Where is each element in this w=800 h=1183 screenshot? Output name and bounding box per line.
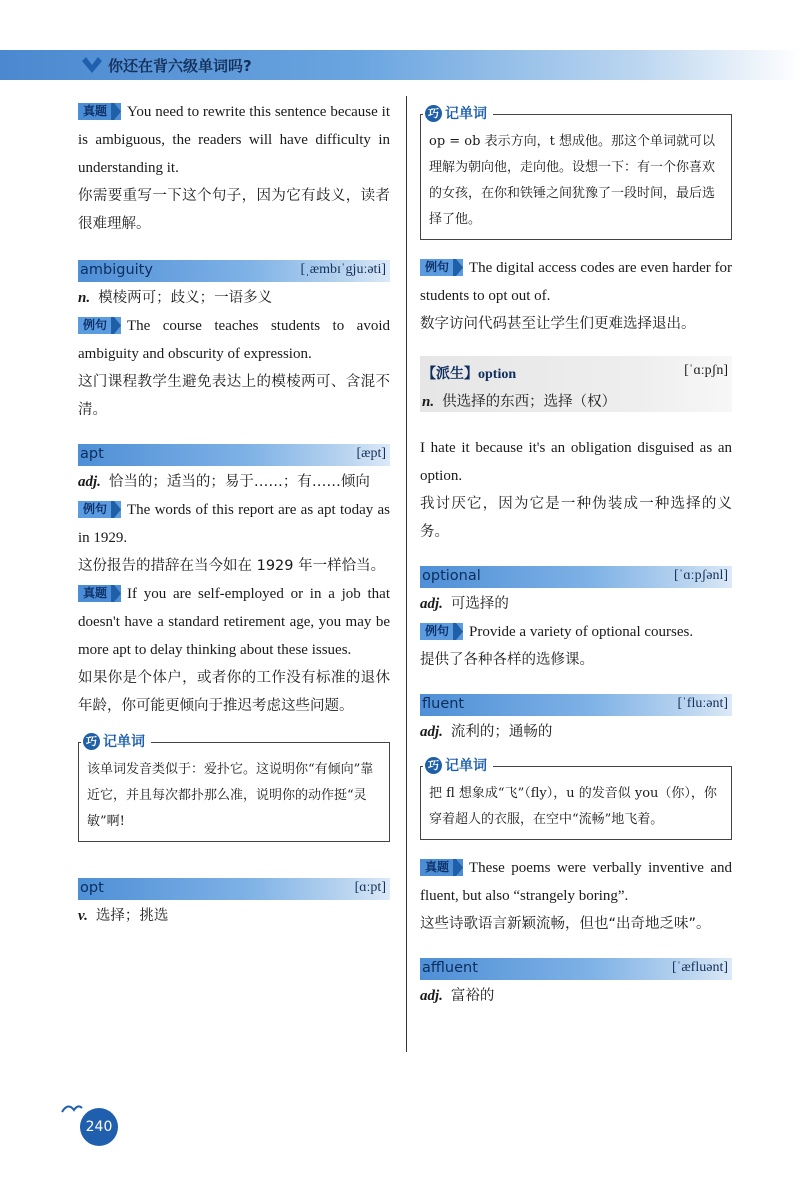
section-title: 你还在背六级单词吗? (108, 57, 252, 75)
example-apt: 例句 The words of this report are as apt today as in 1929. (78, 502, 390, 546)
memo-label: 巧 记单词 (423, 755, 493, 775)
definition-fluent: adj. 流利的；通畅的 (420, 724, 553, 740)
example-optional-zh: 提供了各种各样的选修课。 (420, 652, 594, 668)
memo-badge-icon: 巧 (83, 733, 100, 750)
check-icon (80, 53, 104, 77)
definition-apt: adj. 恰当的；适当的；易于……；有……倾向 (78, 474, 370, 490)
left-column (78, 98, 390, 930)
headword-fluent: fluent [ˈfluːənt] (420, 694, 732, 716)
derive-option: 【派生】option [ˈɑːpʃn] n. 供选择的东西；选择（权） (420, 356, 732, 412)
example-ambiguity: 例句 The course teaches students to avoid ambiguity and obscurity of expression. (78, 318, 390, 362)
intro-example: 真题 You need to rewrite this sentence because it is ambiguous, the readers will have difficulty in understanding it. (78, 104, 390, 176)
definition-affluent: adj. 富裕的 (420, 988, 495, 1004)
definition-ambiguity: n. 模棱两可；歧义；一语多义 (78, 290, 273, 306)
memo-box-opt (420, 106, 732, 240)
page-number: 240 (80, 1108, 118, 1146)
memo-badge-icon: 巧 (425, 105, 442, 122)
headword-optional: optional [ˈɑːpʃənl] (420, 566, 732, 588)
zhenti-tag: 真题 (78, 103, 121, 120)
headword-ambiguity: ambiguity [ˌæmbɪˈgjuːəti] (78, 260, 390, 282)
zhenti-tag: 真题 (78, 585, 121, 602)
example-option: I hate it because it's an obligation disguised as an option. (420, 440, 732, 484)
memo-text-opt: op = ob 表示方向，t 想成他。那这个单词就可以理解为朝向他，走向他。设想一下：有一个你喜欢的女孩，在你和铁锤之间犹豫了一段时间，最后选择了他。 (429, 134, 716, 227)
liju-tag: 例句 (78, 501, 121, 518)
example-option-zh: 我讨厌它，因为它是一种伪装成一种选择的义务。 (420, 496, 732, 540)
zhenti-tag: 真题 (420, 859, 463, 876)
definition-optional: adj. 可选择的 (420, 596, 509, 612)
example-opt-zh: 数字访问代码甚至让学生们更难选择退出。 (420, 316, 696, 332)
definition-opt: v. 选择；挑选 (78, 908, 169, 924)
headword-apt: apt [æpt] (78, 444, 390, 466)
example-apt-zh: 这份报告的措辞在当今如在 1929 年一样恰当。 (78, 558, 386, 574)
right-column (420, 98, 732, 1010)
memo-label: 巧 记单词 (81, 731, 151, 751)
memo-text-apt: 该单词发音类似于：爱扑它。这说明你“有倾向”靠近它，并且每次都扑那么准，说明你的动作挺“灵敏”啊! (87, 762, 374, 829)
derive-tag: 【派生】 (422, 366, 478, 382)
memo-box-fluent (420, 758, 732, 840)
memo-badge-icon: 巧 (425, 757, 442, 774)
memo-box-apt (78, 734, 390, 842)
liju-tag: 例句 (78, 317, 121, 334)
real-fluent-zh: 这些诗歌语言新颖流畅，但也“出奇地乏味”。 (420, 916, 711, 932)
real-apt: 真题 If you are self-employed or in a job that doesn't have a standard retirement age, you may be more apt to delay thinking about these issues. (78, 586, 390, 658)
real-apt-zh: 如果你是个体户，或者你的工作没有标准的退休年龄，你可能更倾向于推迟考虑这些问题。 (78, 670, 390, 714)
example-ambiguity-zh: 这门课程教学生避免表达上的模棱两可、含混不清。 (78, 374, 390, 418)
example-opt: 例句 The digital access codes are even harder for students to opt out of. (420, 260, 732, 304)
memo-text-fluent: 把 fl 想象成“飞”（fly），u 的发音似 you（你），你穿着超人的衣服，在空中“流畅”地飞着。 (429, 786, 717, 827)
memo-label: 巧 记单词 (423, 103, 493, 123)
intro-translation: 你需要重写一下这个句子，因为它有歧义，读者很难理解。 (78, 188, 390, 232)
headword-opt: opt [ɑːpt] (78, 878, 390, 900)
example-optional: 例句 Provide a variety of optional courses. (420, 618, 732, 646)
real-fluent: 真题 These poems were verbally inventive and fluent, but also “strangely boring”. (420, 860, 732, 904)
liju-tag: 例句 (420, 259, 463, 276)
liju-tag: 例句 (420, 623, 463, 640)
headword-affluent: affluent [ˈæfluənt] (420, 958, 732, 980)
column-divider (406, 96, 407, 1052)
